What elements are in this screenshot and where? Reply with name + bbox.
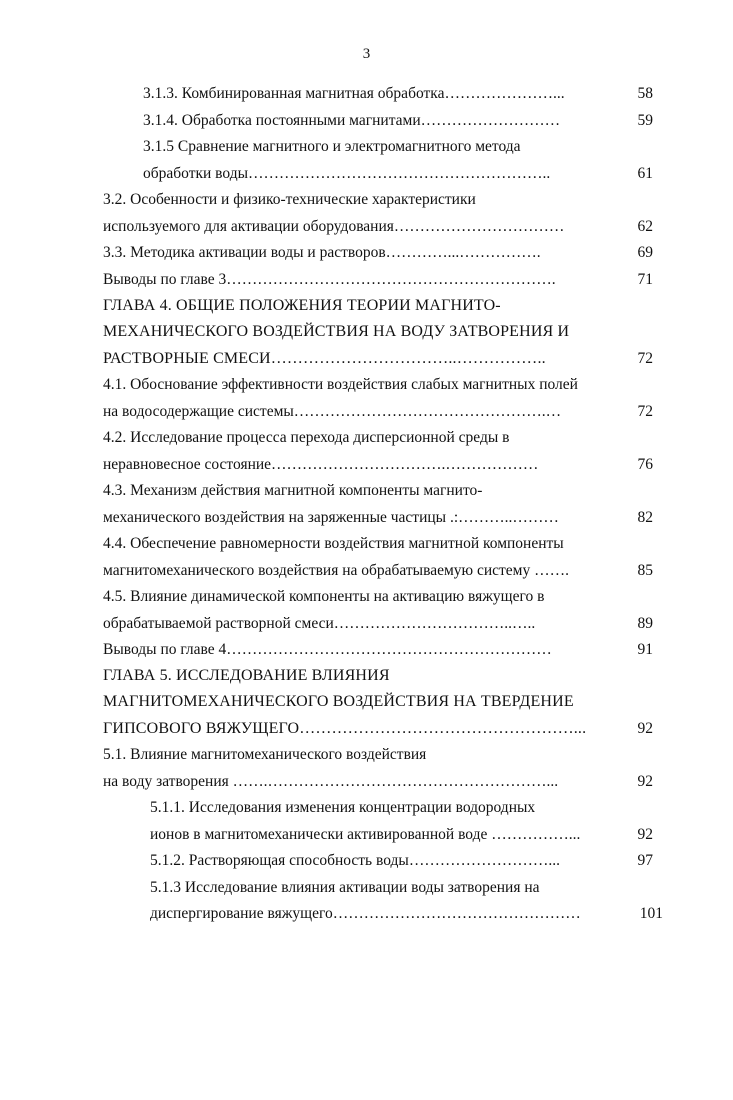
toc-page-5-1-1: 92 [637,826,653,843]
toc-entry-5-1-cont: на воду затворения …….………………………………………………... [103,773,559,790]
toc-entry-3-1-3: 3.1.3. Комбинированная магнитная обработка…………………... [143,85,565,102]
toc-page-4-3: 82 [637,509,653,526]
toc-entry-4-4-cont: магнитомеханического воздействия на обрабатываемую систему ……. [103,562,569,579]
toc-entry-5-1-3-cont: диспергирование вяжущего………………………………………… [150,905,581,922]
toc-page-chapter-4: 72 [637,350,653,367]
toc-page-5-1-3: 101 [639,905,663,922]
toc-entry-3-1-4: 3.1.4. Обработка постоянными магнитами……………………… [143,112,561,129]
toc-entry-5-1-1: 5.1.1. Исследования изменения концентрации водородных [150,799,536,816]
toc-entry-3-3: 3.3. Методика активации воды и растворов…………...……………. [103,244,541,261]
toc-entry-conclusions-4: Выводы по главе 4……………………………………………………… [103,641,552,658]
toc-chapter-4-cont1: МЕХАНИЧЕСКОГО ВОЗДЕЙСТВИЯ НА ВОДУ ЗАТВОРЕНИЯ И [103,323,570,340]
toc-page-3-1-4: 59 [637,112,653,129]
toc-entry-4-2: 4.2. Исследование процесса перехода дисперсионной среды в [103,429,510,446]
toc-page-4-2: 76 [637,456,653,473]
toc-entry-3-2-cont: используемого для активации оборудования…………………………… [103,218,565,235]
toc-entry-3-1-5-cont: обработки воды………………………………………………….. [143,165,551,182]
toc-page-4-5: 89 [637,615,653,632]
toc-page-4-1: 72 [637,403,653,420]
toc-entry-5-1-2: 5.1.2. Растворяющая способность воды………………………... [150,852,560,869]
toc-entry-4-1-cont: на водосодержащие системы………………………………………….… [103,403,562,420]
toc-page-conclusions-3: 71 [637,271,653,288]
toc-page-3-1-5: 61 [637,165,653,182]
toc-entry-4-4: 4.4. Обеспечение равномерности воздействия магнитной компоненты [103,535,564,552]
toc-chapter-4-cont2: РАСТВОРНЫЕ СМЕСИ……………………………..…………….. [103,350,546,367]
toc-entry-4-5: 4.5. Влияние динамической компоненты на активацию вяжущего в [103,588,545,605]
toc-page-5-1: 92 [637,773,653,790]
toc-entry-4-1: 4.1. Обоснование эффективности воздействия слабых магнитных полей [103,376,578,393]
toc-chapter-5-cont1: МАГНИТОМЕХАНИЧЕСКОГО ВОЗДЕЙСТВИЯ НА ТВЕРДЕНИЕ [103,693,574,710]
toc-entry-4-3: 4.3. Механизм действия магнитной компоненты магнито- [103,482,483,499]
toc-page-3-1-3: 58 [637,85,653,102]
toc-page-4-4: 85 [637,562,653,579]
toc-page-chapter-5: 92 [637,720,653,737]
toc-entry-conclusions-3: Выводы по главе 3………………………………………………………. [103,271,556,288]
toc-page-3-2: 62 [637,218,653,235]
toc-entry-3-1-5: 3.1.5 Сравнение магнитного и электромагнитного метода [143,138,521,155]
toc-chapter-5: ГЛАВА 5. ИССЛЕДОВАНИЕ ВЛИЯНИЯ [103,667,390,684]
page-number: 3 [362,46,371,62]
toc-entry-5-1-3: 5.1.3 Исследование влияния активации воды затворения на [150,879,540,896]
toc-page-3-3: 69 [637,244,653,261]
toc-entry-5-1: 5.1. Влияние магнитомеханического воздействия [103,746,427,763]
toc-page-conclusions-4: 91 [637,641,653,658]
toc-entry-5-1-1-cont: ионов в магнитомеханически активированной воде ……………... [150,826,581,843]
toc-entry-4-3-cont: механического воздействия на заряженные частицы .:………..……… [103,509,559,526]
toc-entry-4-2-cont: неравновесное состояние…………………………….……………… [103,456,539,473]
toc-page-5-1-2: 97 [637,852,653,869]
toc-chapter-5-cont2: ГИПСОВОГО ВЯЖУЩЕГО……………………………………………... [103,720,587,737]
toc-entry-4-5-cont: обрабатываемой растворной смеси……………………………..….. [103,615,536,632]
toc-chapter-4: ГЛАВА 4. ОБЩИЕ ПОЛОЖЕНИЯ ТЕОРИИ МАГНИТО- [103,297,501,314]
toc-entry-3-2: 3.2. Особенности и физико-технические характеристики [103,191,476,208]
